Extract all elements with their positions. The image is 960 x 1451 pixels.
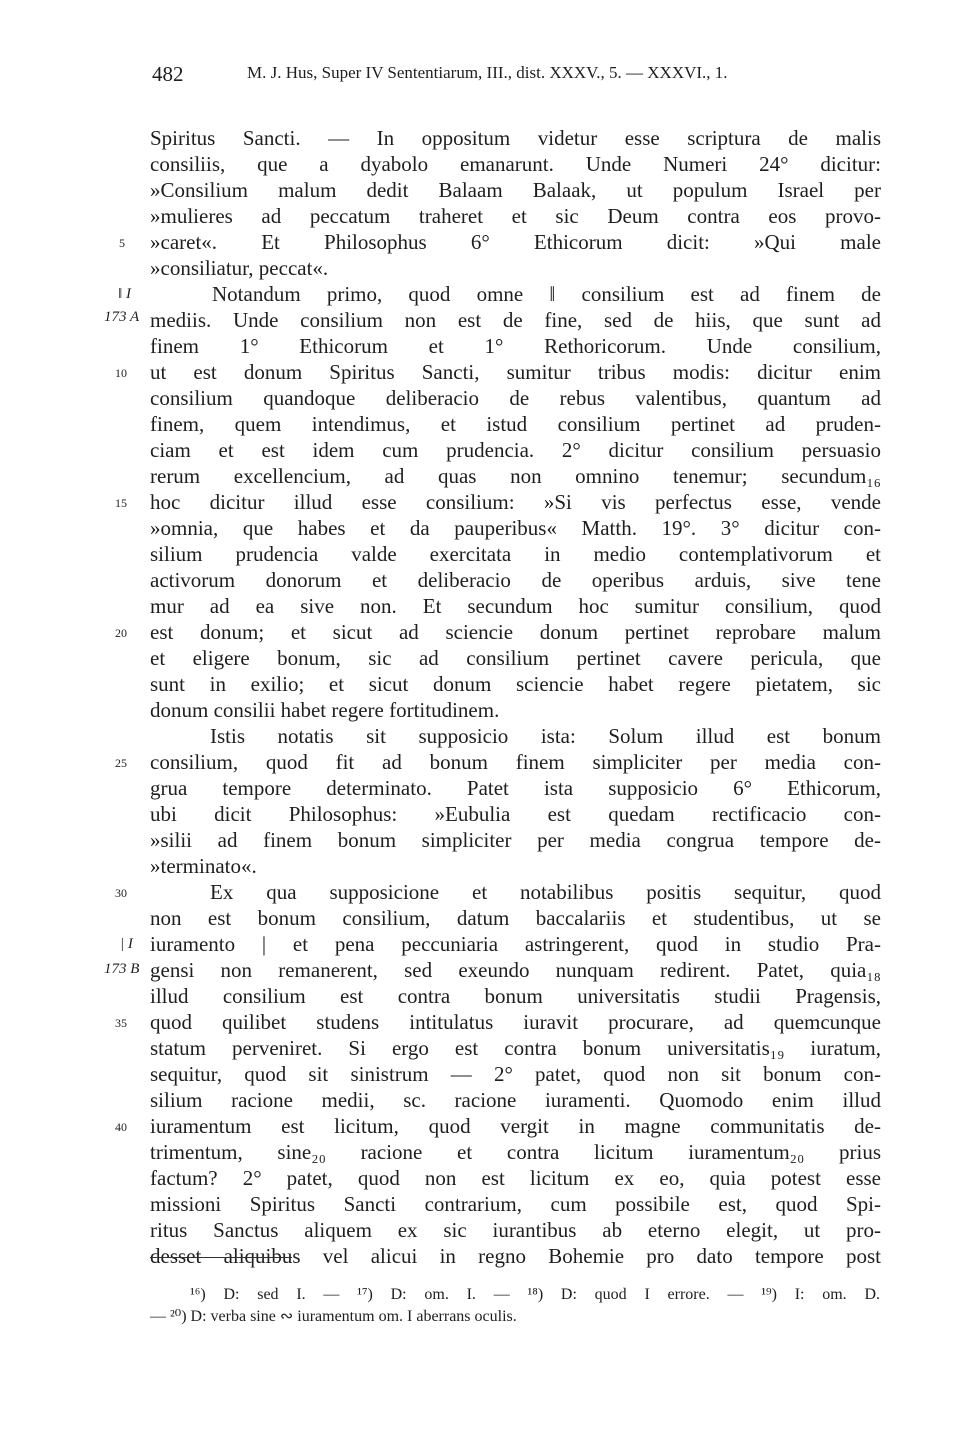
- text-line: iuramento | et pena peccuniaria astringerent, quod in studio Pra-: [150, 932, 881, 956]
- line-number: 30: [115, 886, 127, 900]
- text-line: sunt in exilio; et sicut donum sciencie habet regere pietatem, sic: [150, 672, 881, 696]
- text-line: »mulieres ad peccatum traheret et sic Deum contra eos provo-: [150, 204, 881, 228]
- text-line: finem 1° Ethicorum et 1° Rethoricorum. Unde consilium,: [150, 334, 881, 358]
- footnote-divider: [150, 1257, 292, 1258]
- text-line: silium prudencia valde exercitata in medio contemplativorum et: [150, 542, 881, 566]
- text-line: finem, quem intendimus, et istud consilium pertinet ad pruden-: [150, 412, 881, 436]
- line-number: 25: [115, 756, 127, 770]
- text-line: »Consilium malum dedit Balaam Balaak, ut populum Israel per: [150, 178, 881, 202]
- text-line: hoc dicitur illud esse consilium: »Si vis perfectus esse, vende: [150, 490, 881, 514]
- text-line: donum consilii habet regere fortitudinem.: [150, 698, 500, 722]
- text-line: statum perveniret. Si ergo est contra bonum universitatis₁₉ iuratum,: [150, 1036, 881, 1060]
- line-number: 20: [115, 626, 127, 640]
- text-line: Istis notatis sit supposicio ista: Solum illud est bonum: [210, 724, 881, 748]
- manuscript-ref: 173 B: [104, 961, 140, 977]
- text-line: est donum; et sicut ad sciencie donum pertinet reprobare malum: [150, 620, 881, 644]
- text-line: consilium quandoque deliberacio de rebus valentibus, quantum ad: [150, 386, 881, 410]
- footnote-line: ¹⁶) D: sed I. — ¹⁷) D: om. I. — ¹⁸) D: quod I errore. — ¹⁹) I: om. D.: [190, 1286, 880, 1303]
- text-line: Notandum primo, quod omne ǁ consilium est ad finem de: [212, 282, 881, 306]
- text-line: illud consilium est contra bonum universitatis studii Pragensis,: [150, 984, 881, 1008]
- text-line: silium racione medii, sc. racione iuramenti. Quomodo enim illud: [150, 1088, 881, 1112]
- text-line: mediis. Unde consilium non est de fine, sed de hiis, que sunt ad: [150, 308, 881, 332]
- page-header: [152, 62, 880, 90]
- text-line: trimentum, sine₂₀ racione et contra licitum iuramentum₂₀ prius: [150, 1140, 881, 1164]
- text-line: desset aliquibus vel alicui in regno Bohemie pro dato tempore post: [150, 1244, 881, 1268]
- line-number: 40: [115, 1120, 127, 1134]
- text-line: mur ad ea sive non. Et secundum hoc sumitur consilium, quod: [150, 594, 881, 618]
- text-line: grua tempore determinato. Patet ista supposicio 6° Ethicorum,: [150, 776, 881, 800]
- line-number: 5: [119, 236, 125, 250]
- manuscript-ref: 173 A: [104, 309, 140, 325]
- text-line: sequitur, quod sit sinistrum — 2° patet, quod non sit bonum con-: [150, 1062, 881, 1086]
- text-line: »consiliatur, peccat«.: [150, 256, 329, 280]
- text-line: ubi dicit Philosophus: »Eubulia est quedam rectificacio con-: [150, 802, 881, 826]
- manuscript-ref: | I: [120, 936, 133, 952]
- text-line: »silii ad finem bonum simpliciter per media congrua tempore de-: [150, 828, 881, 852]
- running-title: M. J. Hus, Super IV Sententiarum, III., dist. XXXV., 5. — XXXVI., 1.: [247, 63, 728, 82]
- text-line: »caret«. Et Philosophus 6° Ethicorum dicit: »Qui male: [150, 230, 881, 254]
- text-line: ritus Sanctus aliquem ex sic iurantibus ab eterno elegit, ut pro-: [150, 1218, 881, 1242]
- text-line: ciam et est idem cum prudencia. 2° dicitur consilium persuasio: [150, 438, 881, 462]
- text-line: »terminato«.: [150, 854, 257, 878]
- page-number: 482: [152, 62, 184, 86]
- text-line: gensi non remanerent, sed exeundo nunquam redirent. Patet, quia₁₈: [150, 958, 881, 982]
- footnote-line: — ²⁰) D: verba sine ∾ iuramentum om. I aberrans oculis.: [150, 1308, 517, 1325]
- text-line: non est bonum consilium, datum baccalariis et studentibus, ut se: [150, 906, 881, 930]
- text-line: consilium, quod fit ad bonum finem simpliciter per media con-: [150, 750, 881, 774]
- text-line: rerum excellencium, ad quas non omnino tenemur; secundum₁₆: [150, 464, 881, 488]
- text-line: »omnia, que habes et da pauperibus« Matth. 19°. 3° dicitur con-: [150, 516, 881, 540]
- text-line: factum? 2° patet, quod non est licitum ex eo, quia potest esse: [150, 1166, 881, 1190]
- line-number: 35: [115, 1016, 127, 1030]
- text-line: quod quilibet studens intitulatus iuravit procurare, ad quemcunque: [150, 1010, 881, 1034]
- text-line: activorum donorum et deliberacio de operibus arduis, sive tene: [150, 568, 881, 592]
- text-line: Spiritus Sancti. — In oppositum videtur esse scriptura de malis: [150, 126, 881, 150]
- text-line: consiliis, que a dyabolo emanarunt. Unde Numeri 24° dicitur:: [150, 152, 881, 176]
- text-line: et eligere bonum, sic ad consilium pertinet cavere pericula, que: [150, 646, 881, 670]
- line-number: 10: [115, 366, 127, 380]
- line-number: 15: [115, 496, 127, 510]
- text-line: iuramentum est licitum, quod vergit in magne communitatis de-: [150, 1114, 881, 1138]
- manuscript-ref: ǁ I: [118, 286, 131, 302]
- text-line: ut est donum Spiritus Sancti, sumitur tribus modis: dicitur enim: [150, 360, 881, 384]
- text-line: missioni Spiritus Sancti contrarium, cum possibile est, quod Spi-: [150, 1192, 881, 1216]
- text-line: Ex qua supposicione et notabilibus positis sequitur, quod: [210, 880, 881, 904]
